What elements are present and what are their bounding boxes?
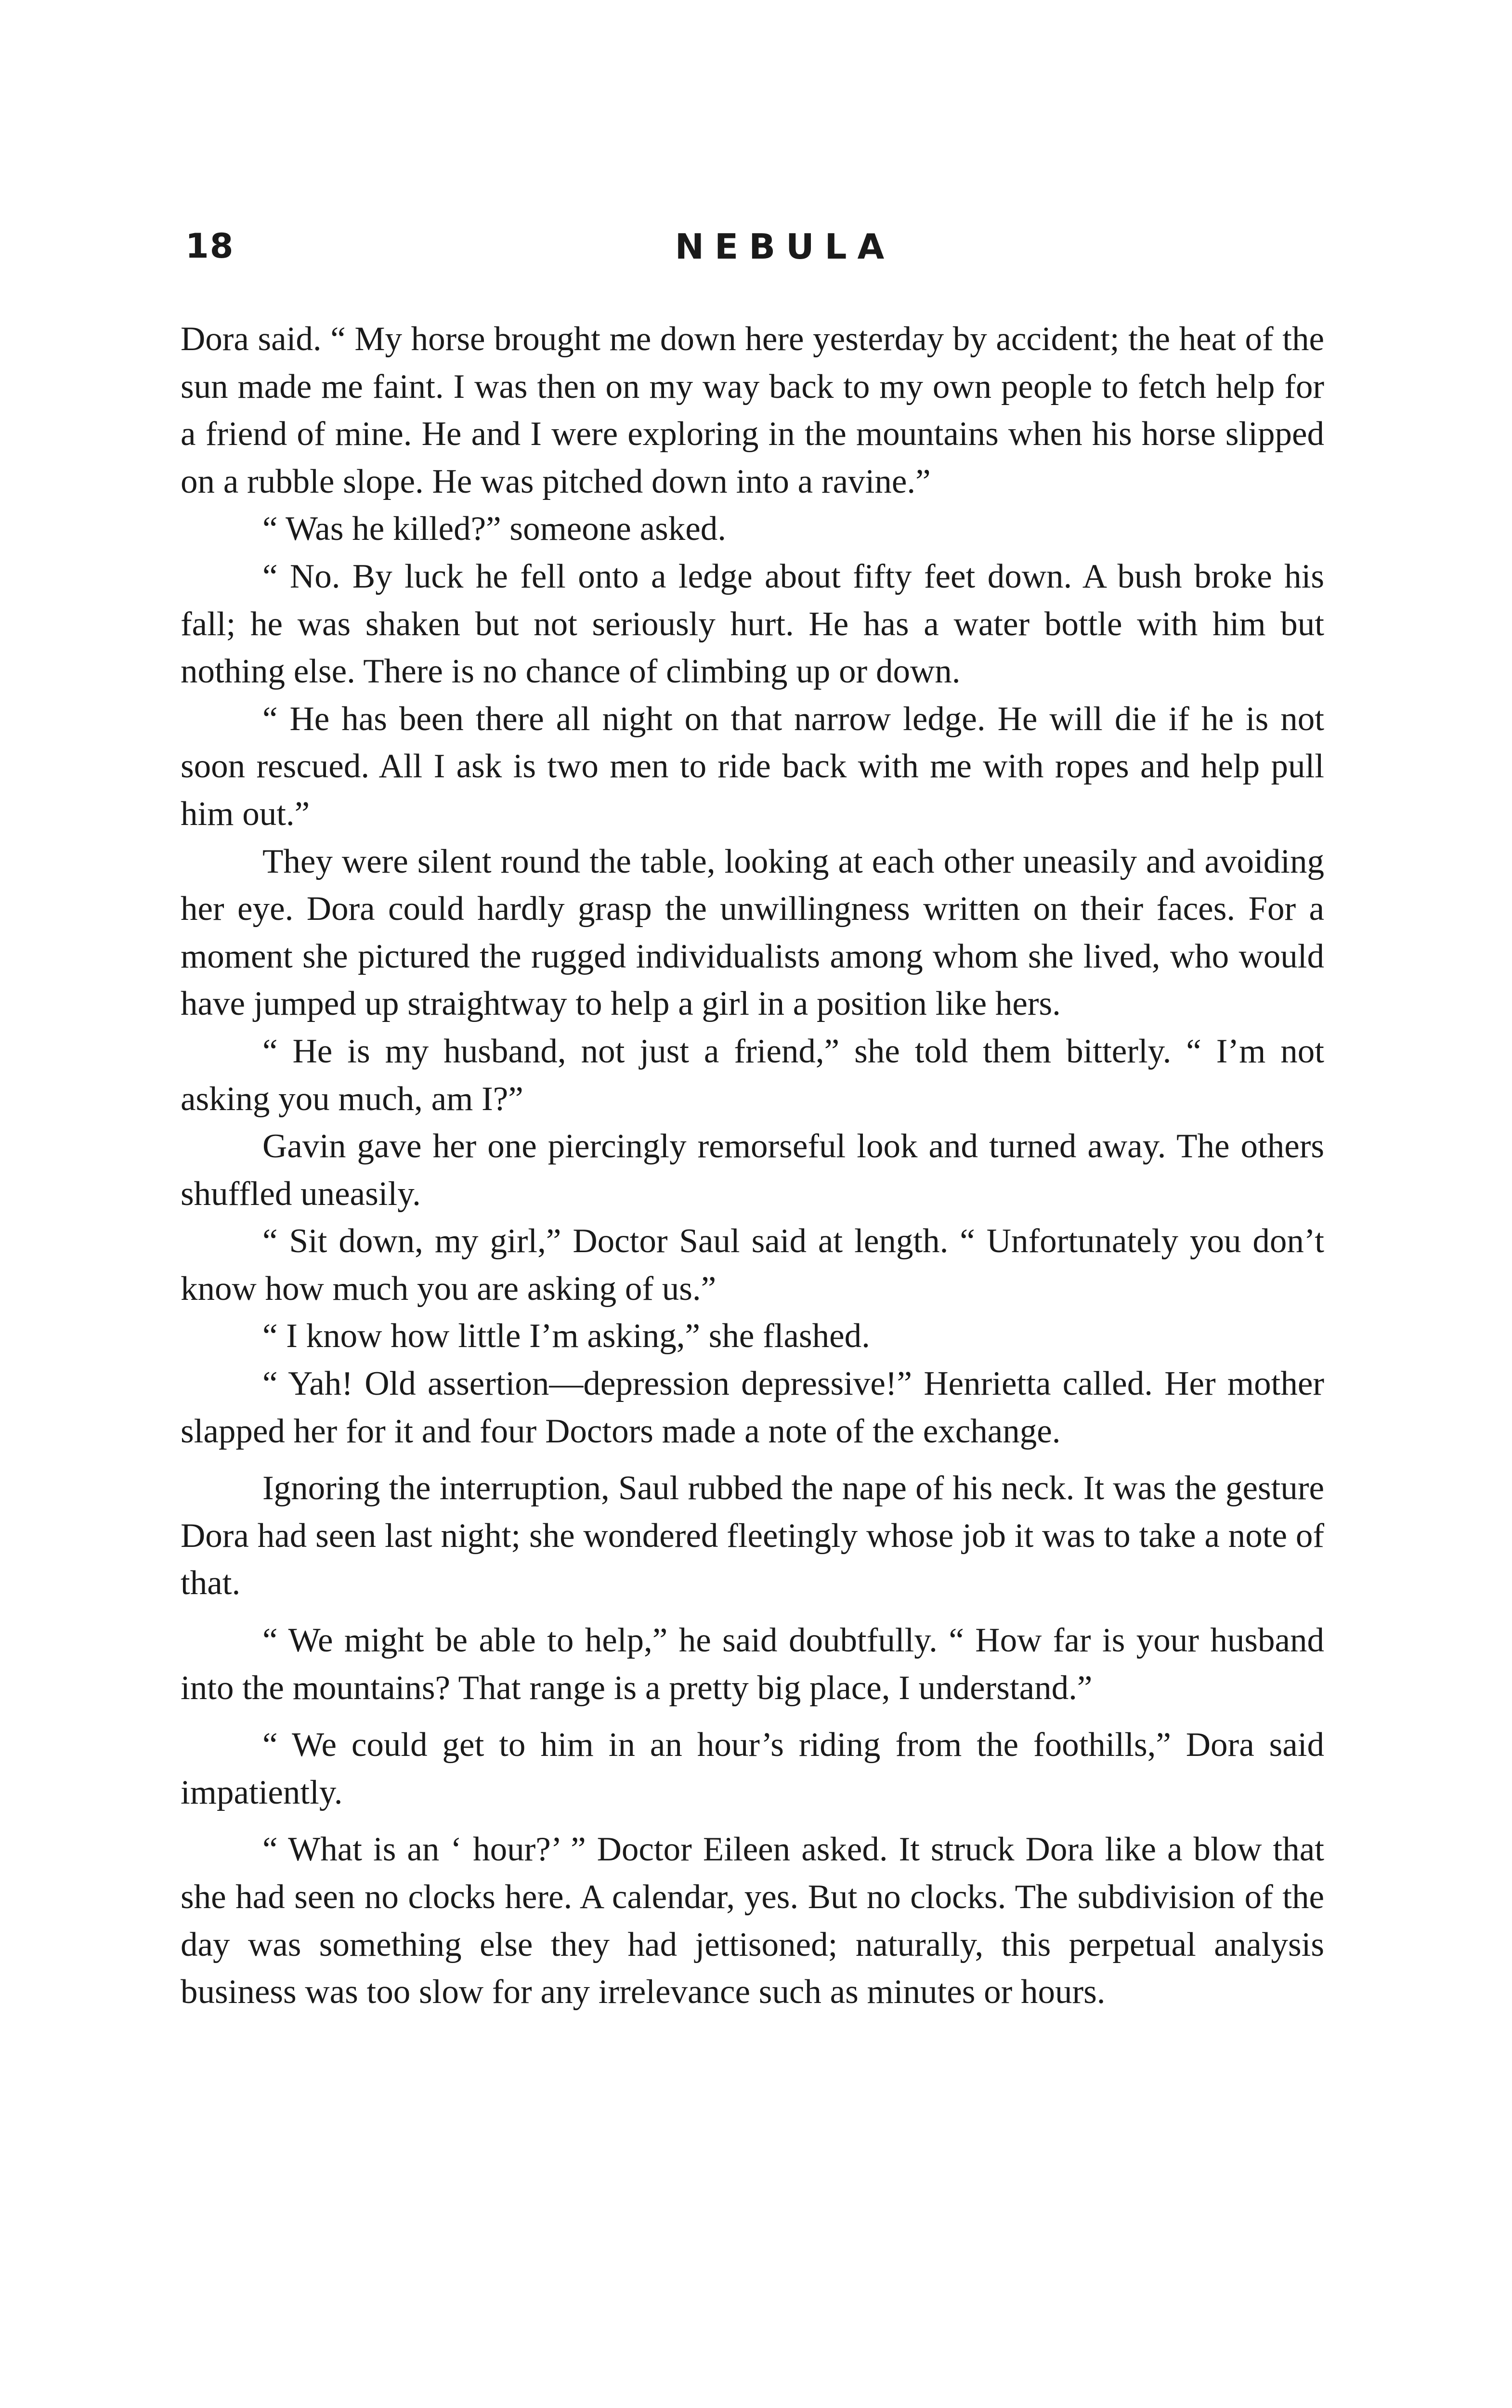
paragraph-2: “ Was he killed?” someone asked. [262, 510, 726, 548]
paragraph-9: “ I know how little I’m asking,” she flashed. [262, 1317, 870, 1355]
paragraph-12: “ We might be able to help,” he said doubtfully. “ How far is your husband into the mountains? That range is a pretty big place, I understand.” [181, 1622, 1324, 1707]
paragraph-13: “ We could get to him in an hour’s riding from the foothills,” Dora said impatiently. [181, 1726, 1324, 1811]
page-number: 18 [185, 226, 235, 266]
paragraph-3: “ No. By luck he fell onto a ledge about fifty feet down. A bush broke his fall; he was shaken but not seriously hurt. He has a water bottle with him but nothing else. There is no chance of climbing up or down. [181, 557, 1324, 691]
paragraph-4: “ He has been there all night on that narrow ledge. He will die if he is not soon rescued. All I ask is two men to ride back with me with ropes and help pull him out.” [181, 700, 1324, 833]
running-head-title: NEBULA [675, 226, 895, 267]
paragraph-6: “ He is my husband, not just a friend,” she told them bitterly. “ I’m not asking you much, am I?” [181, 1032, 1324, 1118]
paragraph-7: Gavin gave her one piercingly remorseful look and turned away. The others shuffled uneasily. [181, 1127, 1324, 1213]
paragraph-14: “ What is an ‘ hour?’ ” Doctor Eileen asked. It struck Dora like a blow that she had seen no clocks here. A calendar, yes. But no clocks. The subdivision of the day was something else they had jettisoned; naturally, this perpetual analysis business was too slow for any irrelevance such as minutes or hours. [181, 1831, 1324, 2011]
paragraph-5: They were silent round the table, looking at each other uneasily and avoiding her eye. Dora could hardly grasp the unwillingness written on their faces. For a moment she pictured the rugged individualists among whom she lived, who would have jumped up straightway to help a girl in a position like hers. [181, 842, 1324, 1023]
paragraph-11: Ignoring the interruption, Saul rubbed the nape of his neck. It was the gesture Dora had seen last night; she wondered fleetingly whose job it was to take a note of that. [181, 1469, 1324, 1602]
paragraph-8: “ Sit down, my girl,” Doctor Saul said at length. “ Unfortunately you don’t know how much you are asking of us.” [181, 1222, 1324, 1308]
paragraph-10: “ Yah! Old assertion—depression depressive!” Henrietta called. Her mother slapped her for it and four Doctors made a note of the exchange. [181, 1365, 1324, 1450]
paragraph-1: Dora said. “ My horse brought me down here yesterday by accident; the heat of the sun made me faint. I was then on my way back to my own people to fetch help for a friend of mine. He and I were exploring in the mountains when his horse slipped on a rubble slope. He was pitched down into a ravine.” [181, 320, 1324, 500]
body-text [181, 315, 1324, 2016]
